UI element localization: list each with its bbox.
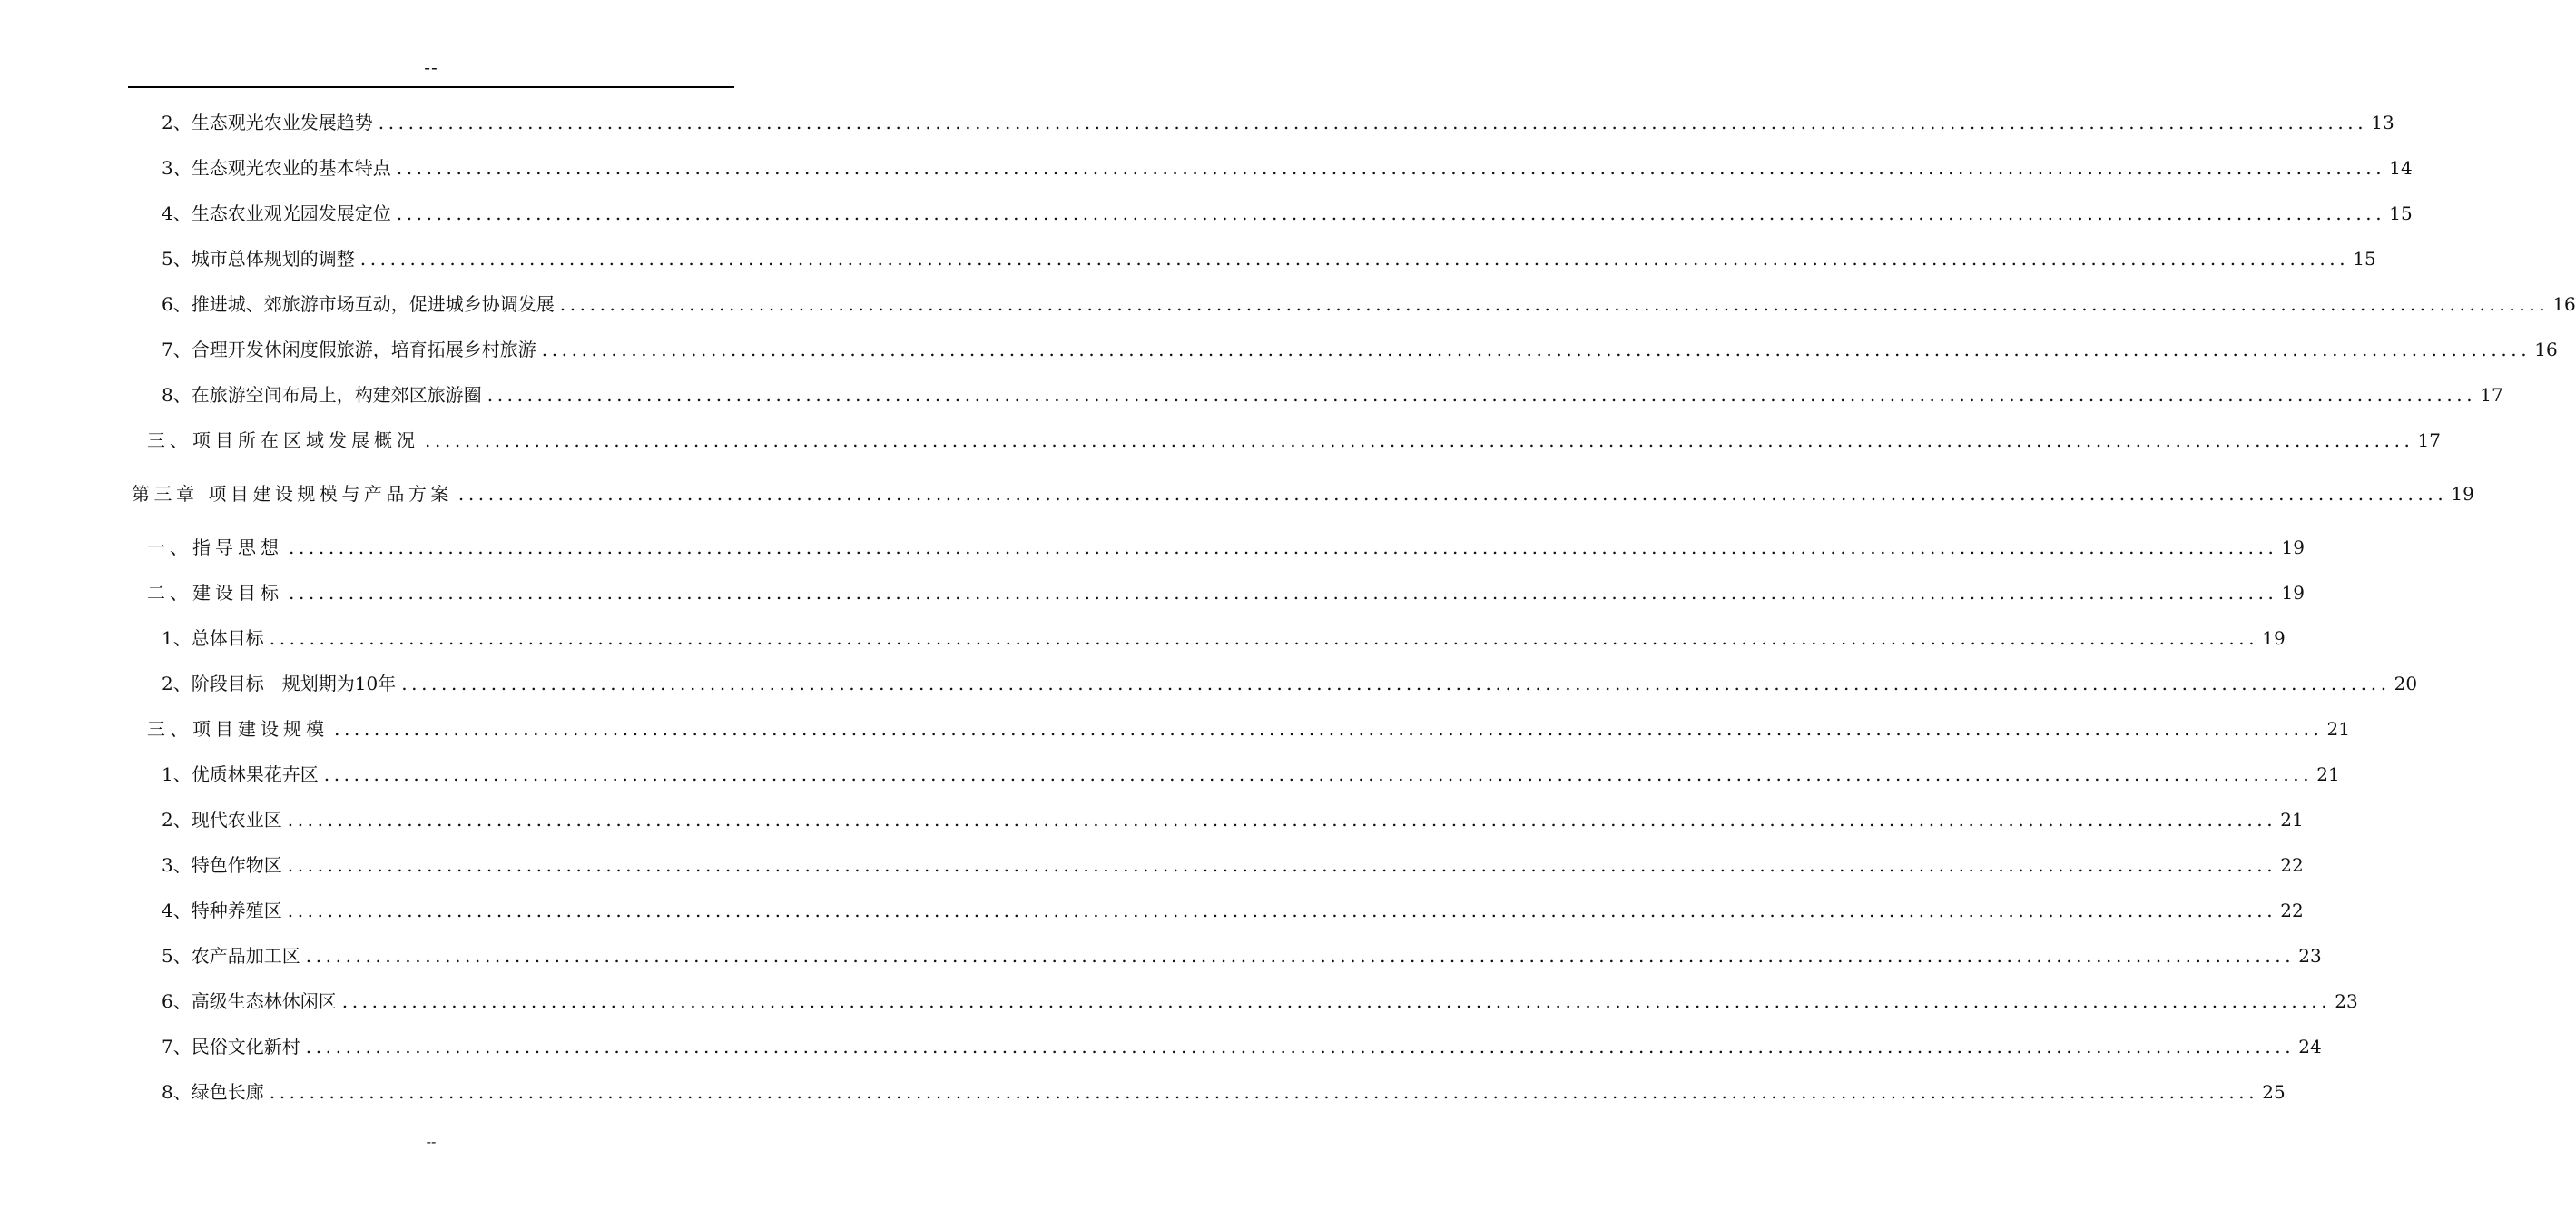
- toc-dot-leader: ........................................................................................................................................................................................................: [541, 339, 2532, 360]
- toc-dot-leader: ........................................................................................................................................................................................................: [269, 1081, 2259, 1103]
- toc-entry-title: 5、城市总体规划的调整: [162, 248, 355, 270]
- toc-entry-title: 8、在旅游空间布局上，构建郊区旅游圈: [162, 384, 482, 406]
- toc-entry-title: 二、建设目标: [147, 582, 283, 604]
- toc-entry[interactable]: [162, 805, 2304, 834]
- toc-page-number: 23: [2335, 990, 2358, 1012]
- toc-page-number: 17: [2417, 429, 2441, 451]
- toc-page-number: 23: [2298, 945, 2322, 967]
- toc-dot-leader: ........................................................................................................................................................................................................: [559, 293, 2550, 315]
- toc-dot-leader: ........................................................................................................................................................................................................: [287, 900, 2277, 921]
- toc-page-number: 14: [2389, 157, 2413, 179]
- toc-dot-leader: ........................................................................................................................................................................................................: [401, 673, 2391, 694]
- toc-page-number: 16: [2552, 293, 2576, 315]
- toc-entry-title: 6、高级生态林休闲区: [162, 990, 337, 1012]
- toc-entry[interactable]: [162, 987, 2358, 1016]
- toc-dot-leader: ........................................................................................................................................................................................................: [396, 202, 2386, 224]
- toc-dot-leader: ........................................................................................................................................................................................................: [487, 384, 2477, 406]
- toc-dot-leader: ........................................................................................................................................................................................................: [334, 718, 2324, 740]
- toc-entry[interactable]: [162, 244, 2376, 273]
- toc-page-number: 19: [2262, 627, 2286, 649]
- toc-entry-title: 三、项目建设规模: [147, 718, 329, 740]
- toc-entry[interactable]: [162, 290, 2576, 319]
- toc-entry-title: 第三章 项目建设规模与产品方案: [132, 483, 453, 505]
- toc-entry-title: 1、优质林果花卉区: [162, 763, 319, 785]
- toc-entry[interactable]: [162, 624, 2286, 653]
- toc-page-number: 19: [2281, 582, 2305, 604]
- toc-page-number: 19: [2281, 536, 2305, 558]
- toc-page-number: 21: [2326, 718, 2350, 740]
- toc-dot-leader: ........................................................................................................................................................................................................: [287, 809, 2277, 831]
- toc-entry-title: 5、农产品加工区: [162, 945, 300, 967]
- toc-entry[interactable]: [147, 426, 2441, 455]
- toc-page-number: 13: [2371, 112, 2394, 133]
- toc-dot-leader: ........................................................................................................................................................................................................: [289, 536, 2278, 558]
- toc-entry[interactable]: [162, 380, 2503, 409]
- toc-entry-title: 4、特种养殖区: [162, 900, 282, 921]
- toc-entry-title: 2、现代农业区: [162, 809, 282, 831]
- toc-dot-leader: ........................................................................................................................................................................................................: [378, 112, 2368, 133]
- toc-page-number: 15: [2389, 202, 2413, 224]
- toc-entry-title: 7、合理开发休闲度假旅游，培育拓展乡村旅游: [162, 339, 536, 360]
- toc-entry-title: 1、总体目标: [162, 627, 264, 649]
- toc-entry-title: 一、指导思想: [147, 536, 283, 558]
- toc-entry[interactable]: [147, 578, 2305, 607]
- toc-dot-leader: ........................................................................................................................................................................................................: [305, 945, 2296, 967]
- toc-entry-title: 三、项目所在区域发展概况: [147, 429, 419, 451]
- toc-entry[interactable]: [162, 108, 2394, 137]
- toc-entry[interactable]: [162, 1077, 2286, 1107]
- toc-entry-title: 3、特色作物区: [162, 854, 282, 876]
- toc-page-number: 19: [2451, 483, 2474, 505]
- toc-page-number: 21: [2316, 763, 2340, 785]
- toc-dot-leader: ........................................................................................................................................................................................................: [457, 483, 2448, 505]
- toc-entry[interactable]: [162, 669, 2418, 698]
- toc-dot-leader: ........................................................................................................................................................................................................: [396, 157, 2386, 179]
- toc-entry-title: 6、推进城、郊旅游市场互动，促进城乡协调发展: [162, 293, 555, 315]
- toc-page-number: 15: [2353, 248, 2376, 270]
- toc-page-number: 22: [2280, 854, 2304, 876]
- toc-entry-title: 3、生态观光农业的基本特点: [162, 157, 391, 179]
- toc-entry[interactable]: [162, 760, 2340, 789]
- toc-entry[interactable]: [162, 941, 2322, 970]
- toc-entry[interactable]: [162, 896, 2304, 925]
- toc-dot-leader: ........................................................................................................................................................................................................: [289, 582, 2278, 604]
- toc-page-number: 17: [2480, 384, 2503, 406]
- toc-page-number: 21: [2280, 809, 2304, 831]
- toc-dot-leader: ........................................................................................................................................................................................................: [359, 248, 2350, 270]
- toc-page-number: 24: [2298, 1036, 2322, 1058]
- toc-entry[interactable]: [162, 153, 2413, 182]
- toc-dot-leader: ........................................................................................................................................................................................................: [287, 854, 2277, 876]
- toc-entry[interactable]: [162, 1032, 2322, 1061]
- toc-page-number: 16: [2534, 339, 2558, 360]
- toc-dot-leader: ........................................................................................................................................................................................................: [305, 1036, 2296, 1058]
- toc-entry[interactable]: [147, 714, 2350, 743]
- toc-page-number: 22: [2280, 900, 2304, 921]
- toc-entry[interactable]: [162, 335, 2558, 364]
- toc-dot-leader: ........................................................................................................................................................................................................: [269, 627, 2259, 649]
- toc-page-number: 20: [2394, 673, 2418, 694]
- toc-entry-title: 7、民俗文化新村: [162, 1036, 300, 1058]
- toc-entry[interactable]: [132, 479, 2474, 508]
- page-footer-mark: --: [426, 1133, 437, 1150]
- toc-page-number: 25: [2262, 1081, 2286, 1103]
- toc-entry[interactable]: [162, 199, 2413, 228]
- toc-entry[interactable]: [147, 533, 2305, 562]
- toc-dot-leader: ........................................................................................................................................................................................................: [323, 763, 2314, 785]
- toc-entry-title: 2、阶段目标 规划期为10年: [162, 673, 397, 694]
- toc-entry-title: 4、生态农业观光园发展定位: [162, 202, 391, 224]
- toc-entry[interactable]: [162, 851, 2304, 880]
- toc-dot-leader: ........................................................................................................................................................................................................: [341, 990, 2332, 1012]
- toc-dot-leader: ........................................................................................................................................................................................................: [425, 429, 2414, 451]
- toc-entry-title: 2、生态观光农业发展趋势: [162, 112, 373, 133]
- toc-entry-title: 8、绿色长廊: [162, 1081, 264, 1103]
- page-header-mark: --: [424, 56, 438, 78]
